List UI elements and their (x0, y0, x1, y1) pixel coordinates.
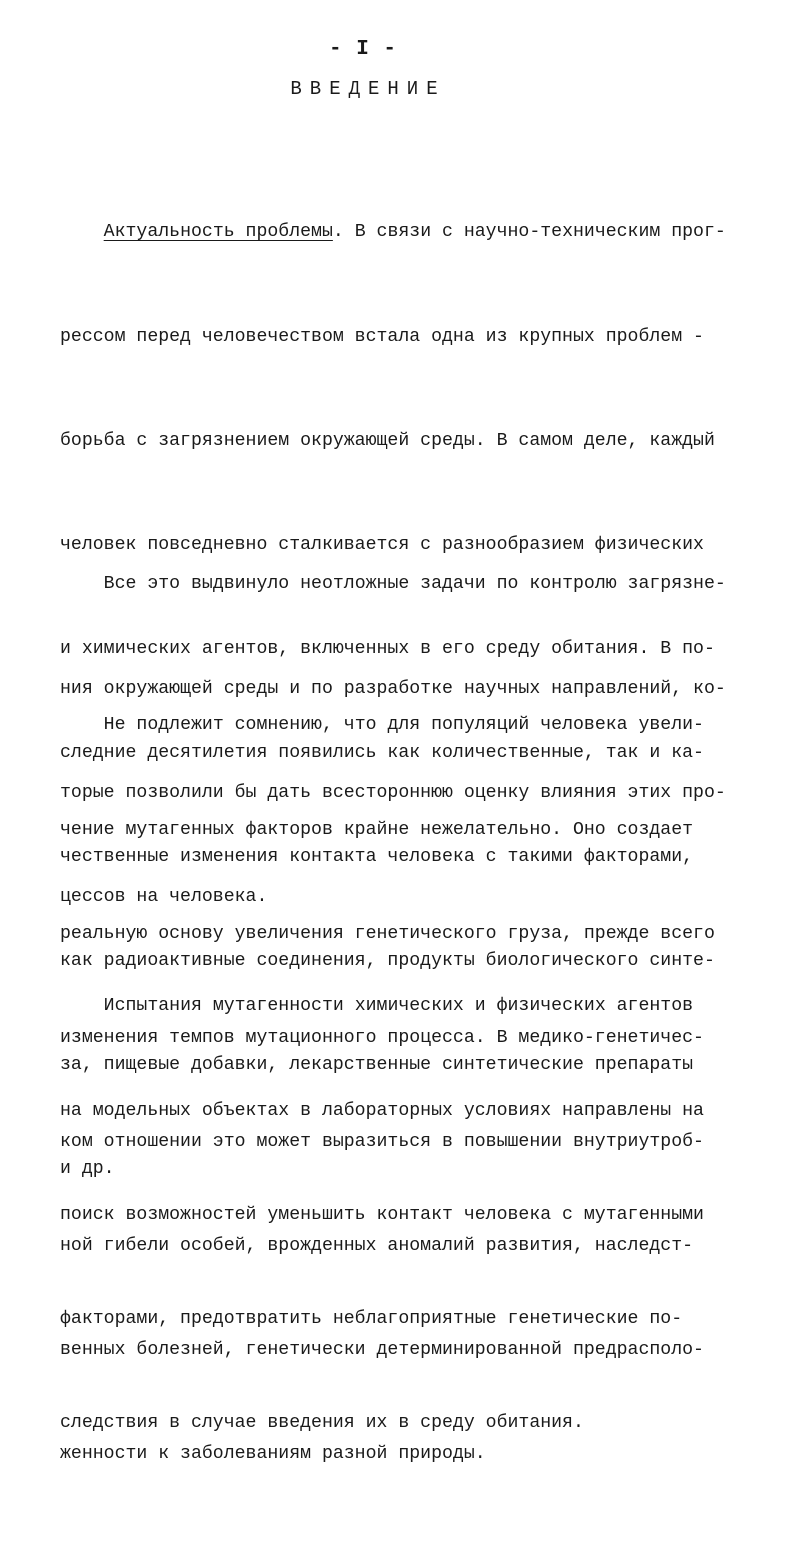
text-line: чение мутагенных факторов крайне нежелательно. Оно создает (60, 819, 694, 840)
text-line: борьба с загрязнением окружающей среды. В самом деле, каждый (60, 430, 715, 451)
text-line: ной гибели особей, врожденных аномалий развития, наследст- (60, 1235, 694, 1256)
text-line (60, 567, 740, 602)
line-rest: . В связи с научно-техническим прог- (332, 222, 726, 243)
line-text: Не подлежит сомнению, что для популяций человека увели- (103, 715, 704, 736)
text-line: на модельных объектах в лабораторных условиях направлены на (60, 1100, 704, 1121)
text-line: за, пищевые добавки, лекарственные синтетические препараты (60, 1055, 694, 1076)
text-line: и др. (60, 1159, 115, 1180)
text-line: реальную основу увеличения генетического груза, прежде всего (60, 923, 715, 944)
text-line (60, 708, 740, 743)
text-line: поиск возможностей уменьшить контакт человека с мутагенными (60, 1204, 704, 1225)
text-line: изменения темпов мутационного процесса. В медико-генетичес- (60, 1027, 704, 1048)
text-line: факторами, предотвратить неблагоприятные генетические по- (60, 1308, 683, 1329)
text-line (60, 989, 740, 1024)
section-heading: ВВЕДЕНИЕ (290, 78, 446, 100)
line-text: Все это выдвинуло неотложные задачи по контролю загрязне- (103, 574, 726, 595)
text-line: женности к заболеваниям разной природы. (60, 1444, 486, 1465)
text-line: ком отношении это может выразиться в повышении внутриутроб- (60, 1131, 704, 1152)
text-line: венных болезней, генетически детерминированной предрасполо- (60, 1339, 704, 1360)
text-line: чественные изменения контакта человека с такими факторами, (60, 846, 694, 867)
text-line: человек повседневно сталкивается с разнообразием физических (60, 534, 704, 555)
text-line: следние десятилетия появились как количественные, так и ка- (60, 742, 704, 763)
text-line: торые позволили бы дать всестороннюю оценку влияния этих про- (60, 782, 726, 803)
text-line: следствия в случае введения их в среду обитания. (60, 1412, 584, 1433)
page-number: - I - (328, 38, 397, 61)
paragraph-4 (60, 920, 740, 1510)
text-line: и химических агентов, включенных в его среду обитания. В по- (60, 638, 715, 659)
text-line: как радиоактивные соединения, продукты биологического синте- (60, 951, 715, 972)
text-line (60, 215, 740, 250)
paragraph-lead: Актуальность проблемы (103, 222, 333, 243)
text-line: ния окружающей среды и по разработке научных направлений, ко- (60, 678, 726, 699)
text-line: цессов на человека. (60, 886, 268, 907)
line-text: Испытания мутагенности химических и физических агентов (103, 996, 694, 1017)
text-line: рессом перед человечеством встала одна из крупных проблем - (60, 326, 704, 347)
